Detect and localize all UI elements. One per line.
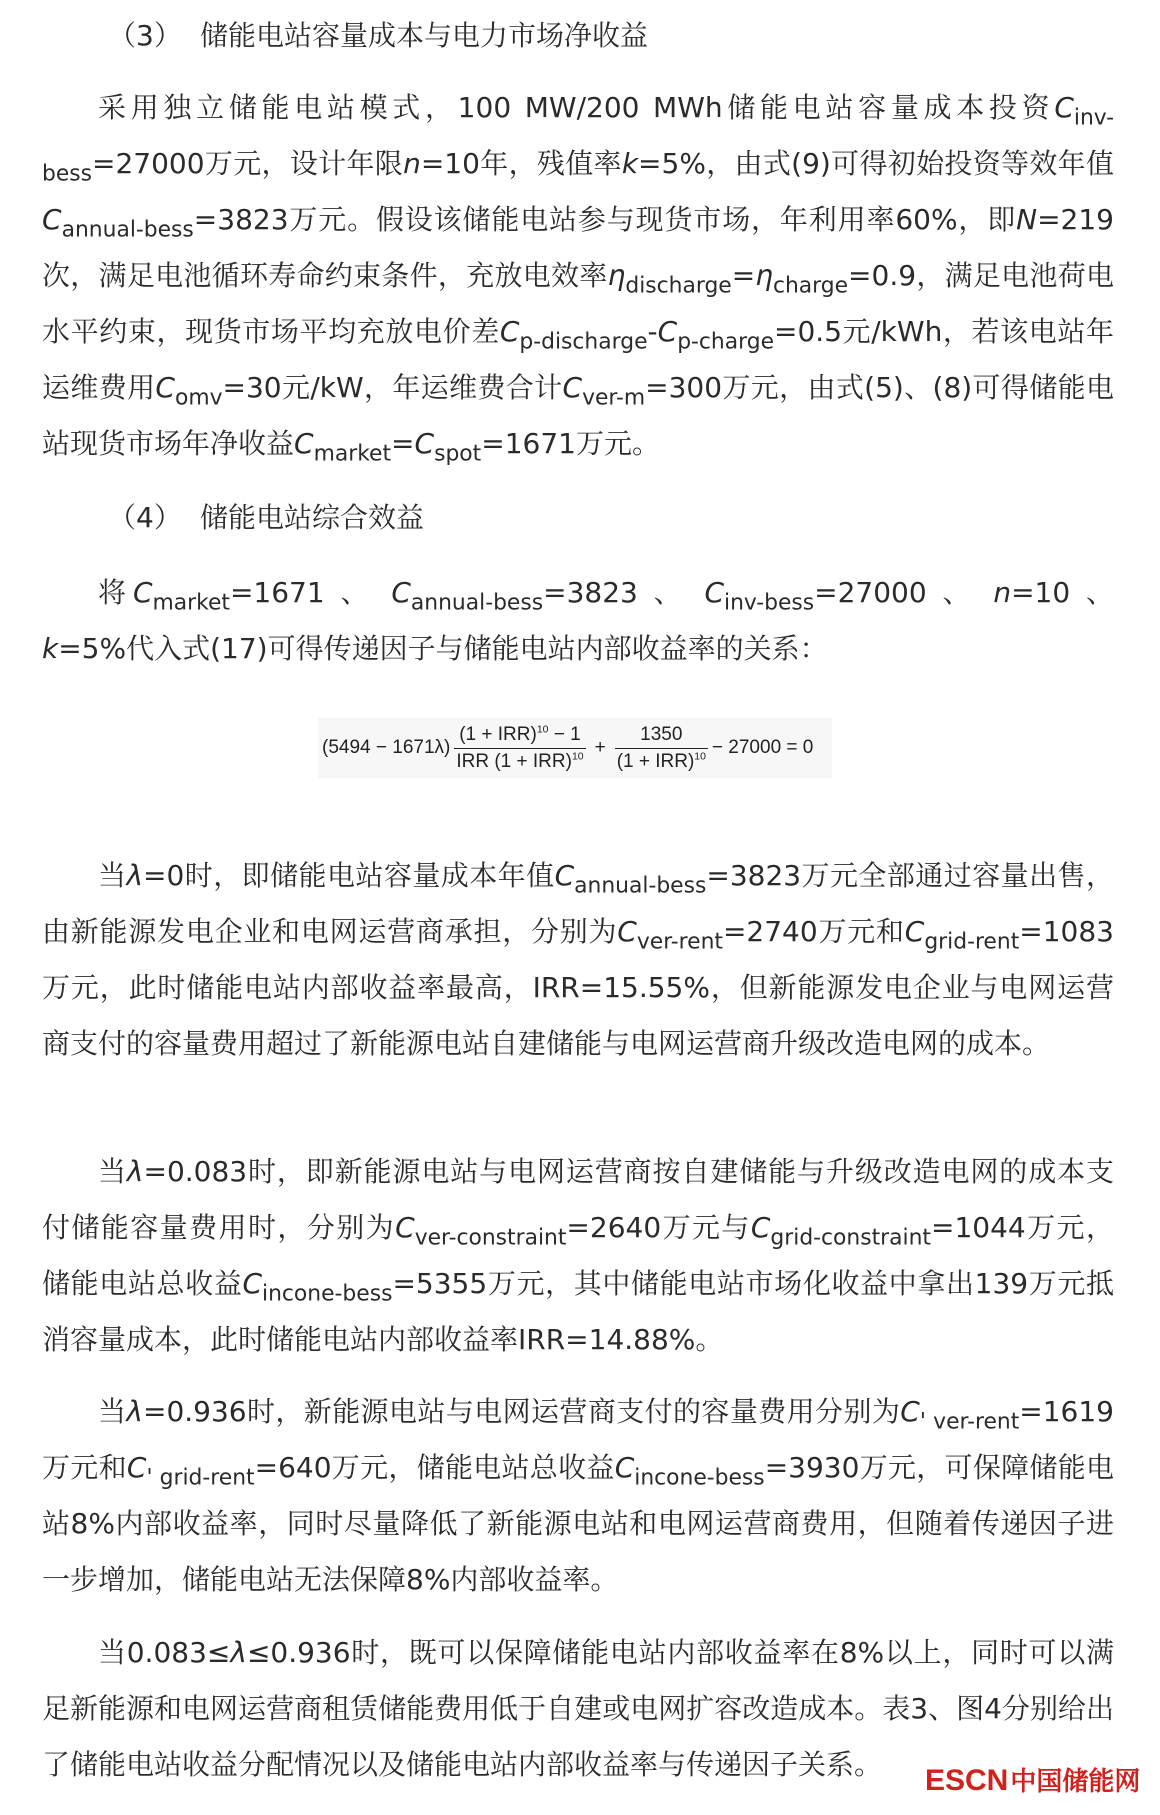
section-title: 储能电站综合效益 — [200, 501, 425, 534]
formula-left-term: (5494 − 1671λ) — [322, 737, 451, 758]
escn-watermark-logo — [925, 1761, 1140, 1798]
section-title: 储能电站容量成本与电力市场净收益 — [200, 19, 649, 52]
paragraph-capacity-cost: 采用独立储能电站模式，100 MW/200 MWh储能电站容量成本投资$C_{inv-bess}=27000$万元，设计年限n=10年，残值率k=5%，由式(9)可得初始投资等效年值$C_{annual-bess}=3823$万元。假设该储能电站参与现货市场，年利用率60%，即N=219次，满足电池循环寿命约束条件，充放电效率$\eta_{discharge}=\eta_{charge}=0.9$，满足电池荷电水平约束，现货市场平均充放电价差$C_{p-discharge}-C_{p-charge}=0.5$元/kWh，若该电站年运维费用$C_{omv}=30$元/kW，年运维费合计$C_{ver-m}=300$万元，由式(5)、(8)可得储能电站现货市场年净收益$C_{market}=C_{spot}=1671$万元。 — [42, 91, 1114, 467]
formula-fraction-1: $\frac{(1 + IRR)^{10} - 1}{IRR (1 + IRR)^{10}}$ — [456, 723, 584, 772]
paragraph-lambda-0936: 当λ=0.936时，新能源电站与电网运营商支付的容量费用分别为$C_{' ver-rent}=1619$万元和$C_{' grid-rent}=640$万元，储能电站总收益$C_{incone-bess}=3930$万元，可保障储能电站8%内部收益率，同时尽量降低了新能源电站和电网运营商费用，但随着传递因子进一步增加，储能电站无法保障8%内部收益率。 — [42, 1395, 1114, 1596]
formula-fraction-2: $\frac{1350}{(1 + IRR)^{10}}$ — [616, 723, 706, 772]
irr-equation — [318, 718, 832, 778]
paragraph-substitution: 将$C_{market}=1671$ 、 $C_{annual-bess}=3823$ 、 $C_{inv-bess}=27000$ 、 n=10 、 k=5%代入式(17)可得传递因子与储能电站内部收益率的关系： — [42, 576, 1114, 665]
formula-plus: + — [594, 737, 606, 758]
paragraph-lambda-range: 当0.083≤λ≤0.936时，既可以保障储能电站内部收益率在8%以上，同时可以满足新能源和电网运营商租赁储能费用低于自建或电网扩容改造成本。表3、图4分别给出了储能电站收益分配情况以及储能电站内部收益率与传递因子关系。 — [42, 1636, 1114, 1781]
paragraph-lambda-0083: 当λ=0.083时，即新能源电站与电网运营商按自建储能与升级改造电网的成本支付储能容量费用时，分别为$C_{ver-constraint}=2640$万元与$C_{grid-constraint}=1044$万元，储能电站总收益$C_{incone-bess}=5355$万元，其中储能电站市场化收益中拿出139万元抵消容量成本，此时储能电站内部收益率IRR=14.88%。 — [42, 1155, 1114, 1356]
section-number: （4） — [108, 501, 182, 534]
formula-right-term: − 27000 = 0 — [711, 737, 814, 758]
paragraph-lambda-0: 当λ=0时，即储能电站容量成本年值$C_{annual-bess}=3823$万元全部通过容量出售，由新能源发电企业和电网运营商承担，分别为$C_{ver-rent}=2740$万元和$C_{grid-rent}=1083$万元，此时储能电站内部收益率最高，IRR=15.55%，但新能源发电企业与电网运营商支付的容量费用超过了新能源电站自建储能与电网运营商升级改造电网的成本。 — [42, 859, 1114, 1060]
logo-text-en: ESCN — [925, 1764, 1009, 1797]
section-heading-4 — [108, 490, 424, 546]
logo-text-cn: 中国储能网 — [1010, 1767, 1141, 1797]
section-heading-3 — [108, 8, 648, 64]
section-number: （3） — [108, 19, 182, 52]
